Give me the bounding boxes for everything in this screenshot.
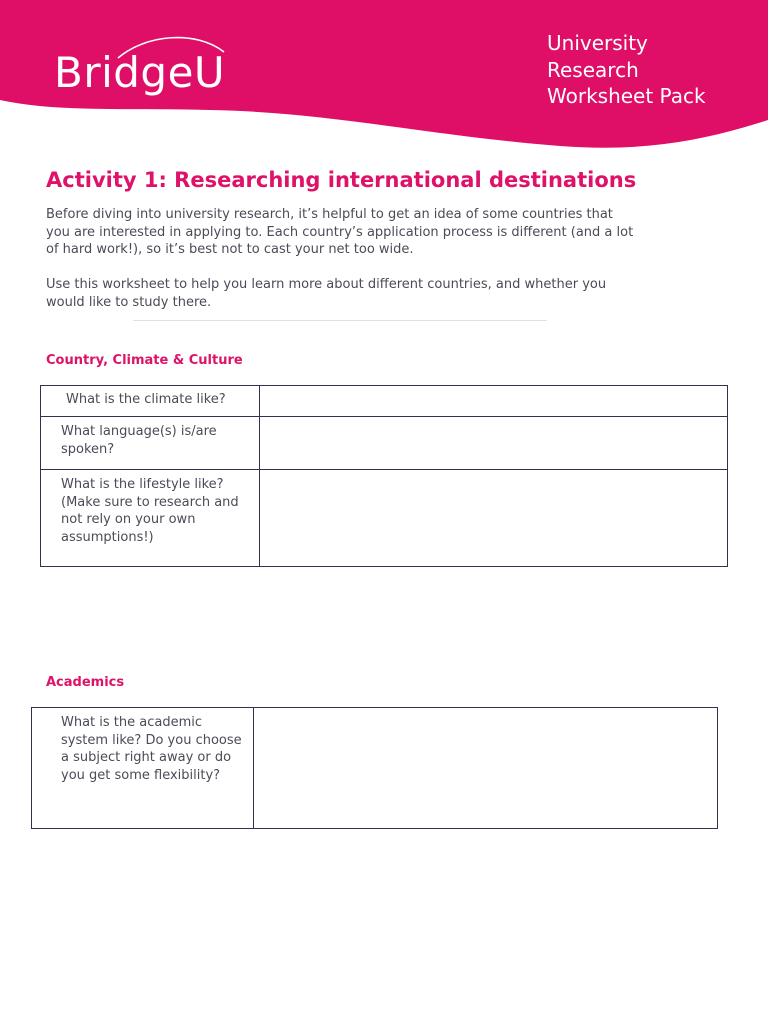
answer-cell[interactable] [260, 417, 728, 470]
title-line: University [547, 31, 648, 55]
document-title [547, 30, 706, 110]
academics-table [31, 707, 718, 829]
bridgeu-logo: BridgeU [54, 48, 226, 97]
answer-cell[interactable] [254, 708, 718, 829]
activity-title: Activity 1: Researching international destinations [46, 168, 637, 192]
title-line: Worksheet Pack [547, 84, 706, 108]
answer-cell[interactable] [260, 386, 728, 417]
table-row [41, 417, 728, 470]
intro-paragraph: Before diving into university research, it’s helpful to get an idea of some countries that you are interested in applying to. Each country’s application process is different (and a lot of hard work!), so it’s best not to cast your net too wide. [46, 207, 634, 257]
intro-text [46, 206, 636, 329]
question-cell: What is the climate like? [41, 386, 260, 417]
intro-paragraph: Use this worksheet to help you learn more about different countries, and whether you would like to study there. [46, 277, 607, 310]
section-heading-country: Country, Climate & Culture [46, 353, 243, 368]
table-row [41, 470, 728, 567]
question-cell: What is the academic system like? Do you choose a subject right away or do you get some flexibility? [32, 708, 254, 829]
answer-cell[interactable] [260, 470, 728, 567]
country-climate-culture-table [40, 385, 728, 567]
divider [133, 320, 547, 321]
question-cell: What is the lifestyle like? (Make sure to research and not rely on your own assumptions!) [41, 470, 260, 567]
section-heading-academics: Academics [46, 675, 125, 690]
title-line: Research [547, 57, 639, 82]
question-cell: What language(s) is/are spoken? [41, 417, 260, 470]
table-row [41, 386, 728, 417]
table-row [32, 708, 718, 829]
